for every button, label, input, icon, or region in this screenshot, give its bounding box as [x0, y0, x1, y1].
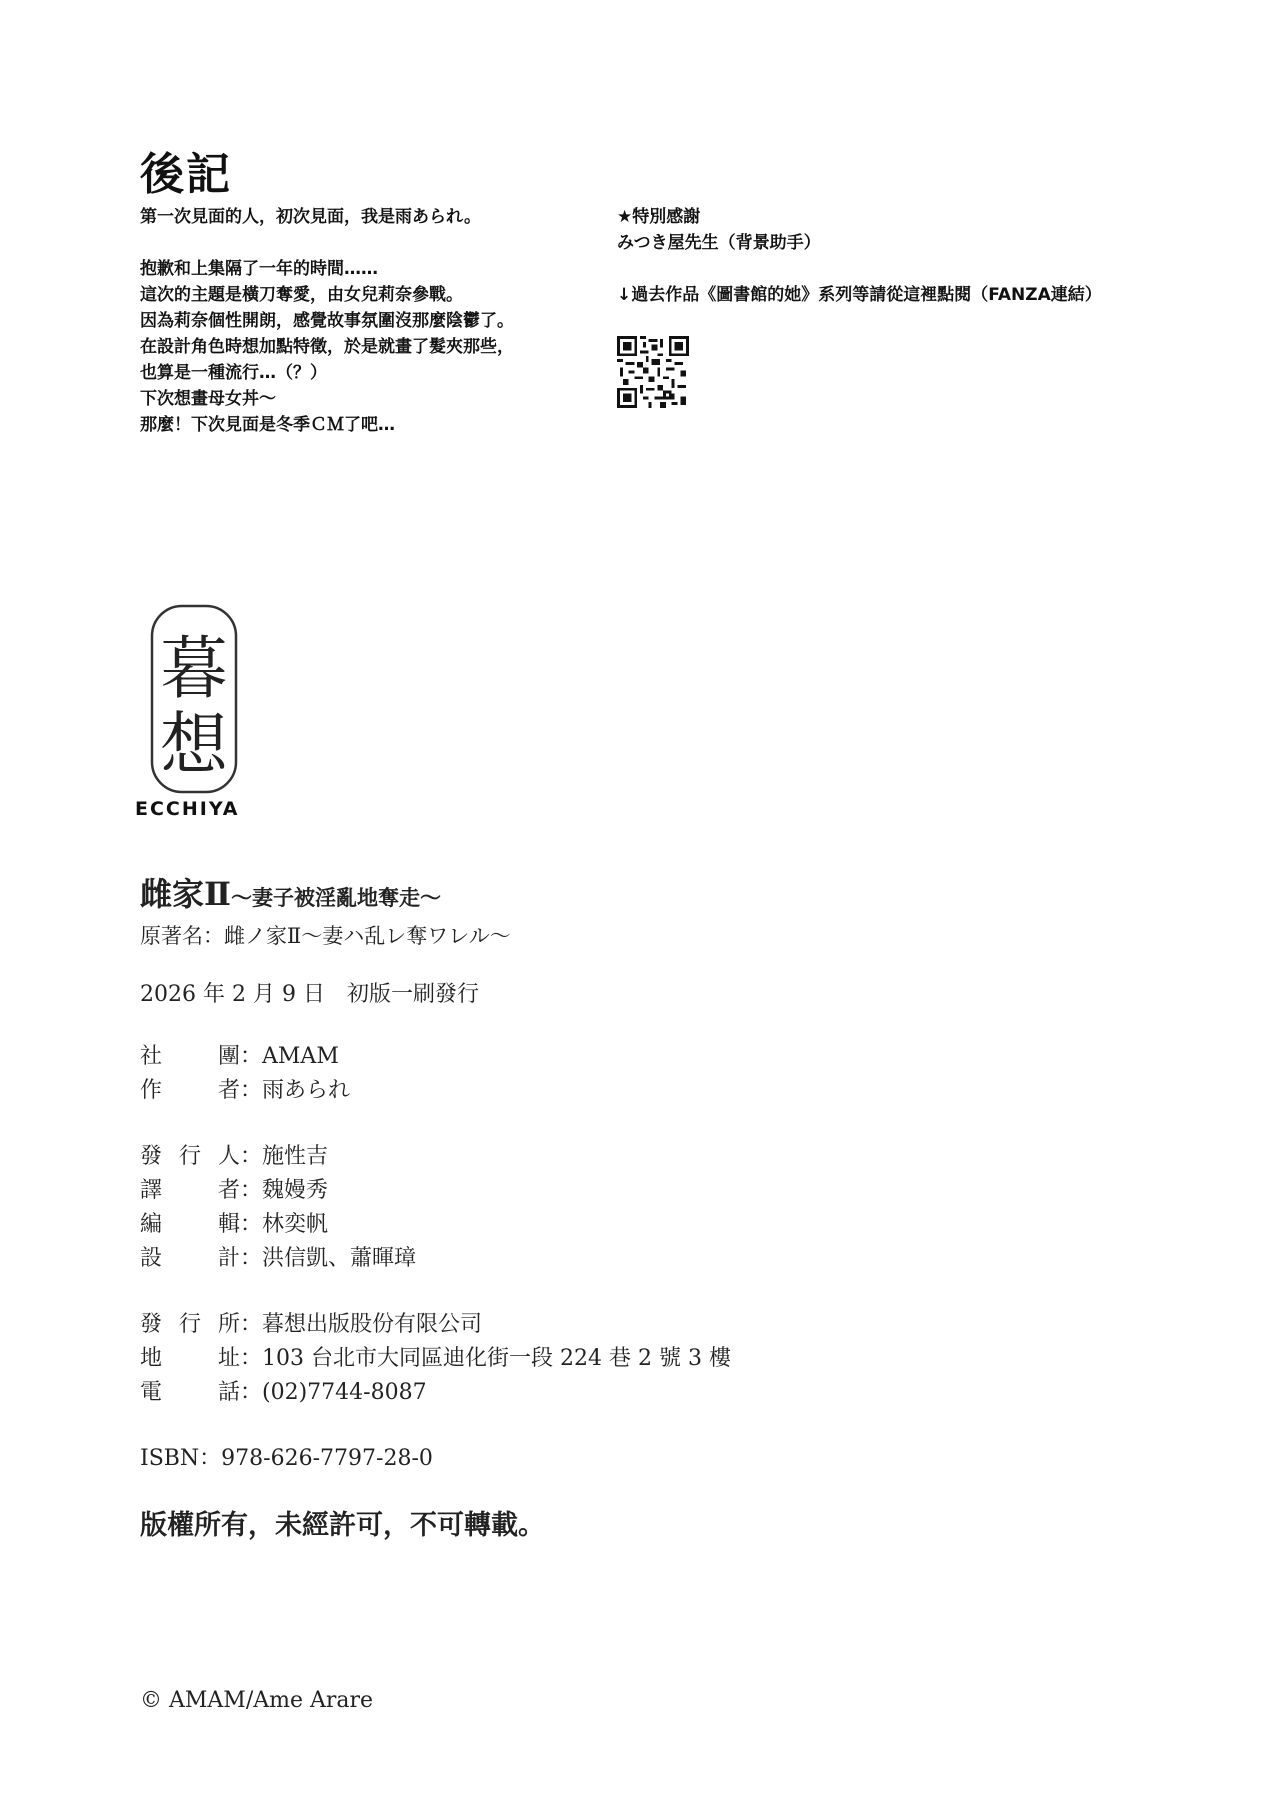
credit-row: 地 址 ： 103 台北市大同區迪化街一段 224 巷 2 號 3 樓 — [140, 1342, 1140, 1376]
afterword-line: 那麼！下次見面是冬季ＣＭ了吧… — [140, 415, 395, 435]
credit-row: 電 話 ： (02)7744-8087 — [140, 1376, 1140, 1410]
credit-value: 暮想出版股份有限公司 — [262, 1312, 483, 1337]
credit-key: 編 輯 — [140, 1212, 240, 1237]
afterword-line: 下次想畫母女丼～ — [140, 389, 276, 409]
credit-key: 發行所 — [140, 1312, 240, 1337]
credit-row: 發行所 ： 暮想出版股份有限公司 — [140, 1308, 1140, 1342]
credit-value: (02)7744-8087 — [262, 1380, 427, 1405]
rights-notice: 版權所有，未經許可，不可轉載。 — [140, 1510, 545, 1541]
book-title — [140, 872, 1140, 920]
credit-value: 洪信凱、蕭暉璋 — [262, 1246, 417, 1271]
credit-value: 林奕帆 — [262, 1212, 329, 1237]
afterword-title: 後記 — [140, 149, 232, 200]
credit-value: 魏嫚秀 — [262, 1178, 329, 1203]
afterword-body — [140, 204, 610, 438]
thanks-heading: ★特別感謝 — [617, 207, 701, 227]
book-title-main: 雌家Ⅱ — [140, 875, 231, 913]
book-title-sub: ～妻子被淫亂地奪走～ — [230, 885, 441, 910]
credit-key: 地 址 — [140, 1346, 240, 1371]
special-thanks — [617, 204, 1177, 308]
colophon — [140, 872, 1140, 1546]
credit-value: 雨あられ — [262, 1078, 351, 1103]
credit-value: 103 台北市大同區迪化街一段 224 巷 2 號 3 樓 — [262, 1346, 731, 1371]
credit-key: 社 團 — [140, 1044, 240, 1069]
credit-value: 施性吉 — [262, 1144, 329, 1169]
credit-value: AMAM — [262, 1044, 339, 1069]
credits-group-2 — [140, 1140, 1140, 1276]
credit-row: 作 者 ： 雨あられ — [140, 1074, 1140, 1108]
credit-key: 發行人 — [140, 1144, 240, 1169]
credit-row: 社 團 ： AMAM — [140, 1040, 1140, 1074]
past-works-link-text: ↓過去作品《圖書館的她》系列等請從這裡點閱（FANZA連結） — [617, 285, 1102, 305]
afterword-line: 第一次見面的人，初次見面，我是雨あられ。 — [140, 207, 482, 227]
publisher-seal-logo — [150, 604, 238, 794]
copyright-notice: © AMAM/Ame Arare — [140, 1688, 374, 1713]
seal-char-1: 暮 — [159, 630, 229, 709]
afterword-line: 在設計角色時想加點特徵，於是就畫了髮夾那些， — [140, 337, 514, 357]
credit-key: 設 計 — [140, 1246, 240, 1271]
credit-row: 編 輯 ： 林奕帆 — [140, 1208, 1140, 1242]
afterword-line: 因為莉奈個性開朗，感覺故事氛圍沒那麼陰鬱了。 — [140, 311, 514, 331]
publisher-wordmark: ECCHIYA — [135, 798, 240, 820]
publication-date: 2026 年 2 月 9 日 初版一刷發行 — [140, 982, 479, 1007]
original-title: 原著名：雌ノ家Ⅱ～妻ハ乱レ奪ワレル～ — [140, 924, 511, 948]
thanks-assistant: みつき屋先生（背景助手） — [617, 233, 821, 253]
seal-char-2: 想 — [159, 706, 229, 785]
credits-group-3 — [140, 1308, 1140, 1410]
credit-key: 譯 者 — [140, 1178, 240, 1203]
afterword-line: 也算是一種流行…（？） — [140, 363, 327, 383]
afterword-line: 這次的主題是橫刀奪愛，由女兒莉奈參戰。 — [140, 285, 463, 305]
credits-group-1 — [140, 1040, 1140, 1108]
credit-row: 發行人 ： 施性吉 — [140, 1140, 1140, 1174]
isbn: ISBN：978-626-7797-28-0 — [140, 1446, 433, 1471]
credit-key: 作 者 — [140, 1078, 240, 1103]
credit-row: 譯 者 ： 魏嫚秀 — [140, 1174, 1140, 1208]
qr-code-icon[interactable] — [617, 336, 689, 408]
afterword-line: 抱歉和上集隔了一年的時間…… — [140, 259, 378, 279]
credit-row: 設 計 ： 洪信凱、蕭暉璋 — [140, 1242, 1140, 1276]
credit-key: 電 話 — [140, 1380, 240, 1405]
